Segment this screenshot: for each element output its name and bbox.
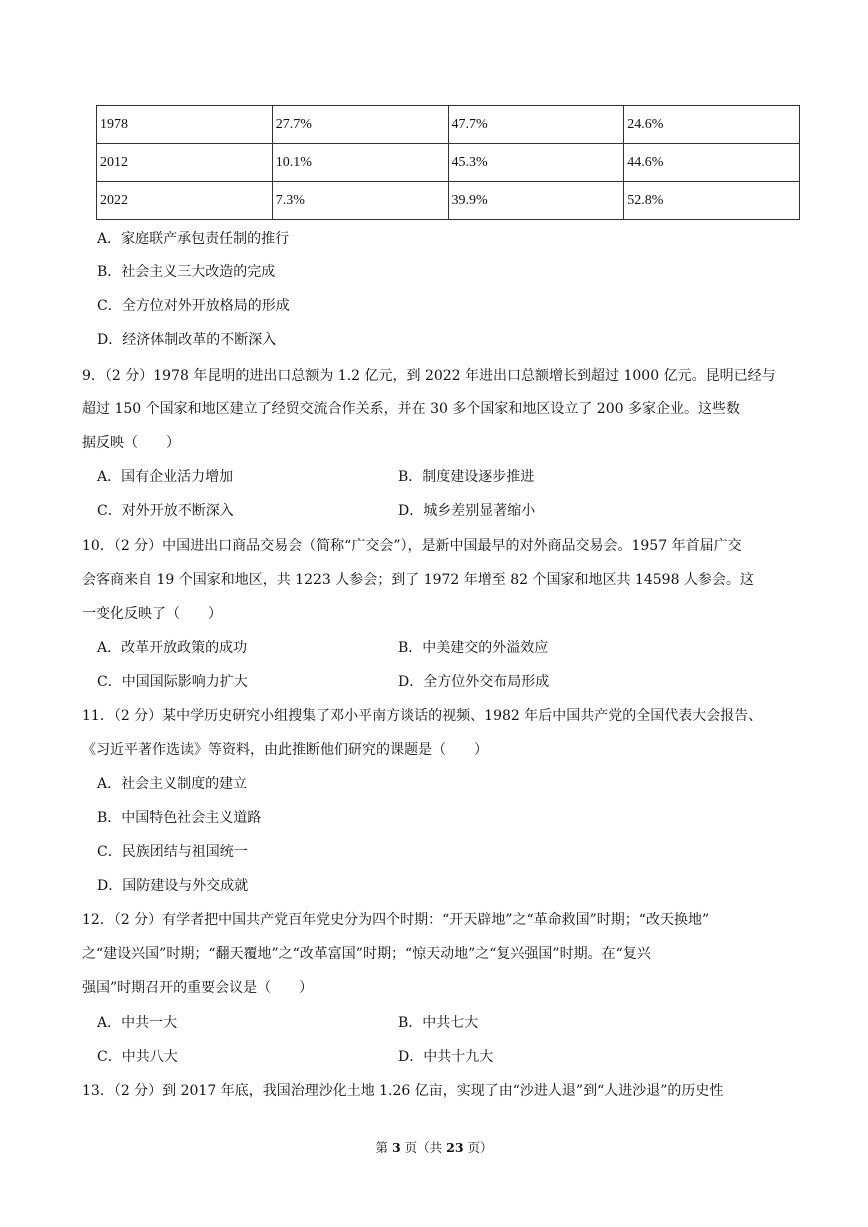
q11-option-c[interactable]: C．民族团结与祖国统一 <box>97 844 248 860</box>
q12-stem-line-1: 12．（2 分）有学者把中国共产党百年党史分为四个时期：“开天辟地”之“革命救国”时期；“改天换地” <box>82 912 710 928</box>
q9-option-a[interactable]: A．国有企业活力增加 <box>97 469 234 485</box>
q12-option-a[interactable]: A．中共一大 <box>97 1015 178 1031</box>
q11-option-a[interactable]: A．社会主义制度的建立 <box>97 776 248 792</box>
page-footer <box>0 1138 868 1156</box>
q9-stem-line-1: 9．（2 分）1978 年昆明的进出口总额为 1.2 亿元，到 2022 年进出口总额增长到超过 1000 亿元。昆明已经与 <box>82 368 776 384</box>
industry-share-table <box>96 105 800 220</box>
q10-stem-line-1: 10．（2 分）中国进出口商品交易会（简称“广交会”），是新中国最早的对外商品交易会。1957 年首届广交 <box>82 538 742 554</box>
q10-stem-line-2: 会客商来自 19 个国家和地区，共 1223 人参会；到了 1972 年增至 82 个国家和地区共 14598 人参会。这 <box>82 572 754 588</box>
q10-option-a[interactable]: A．改革开放政策的成功 <box>97 640 248 656</box>
table-cell-year: 2022 <box>97 182 273 220</box>
table-row <box>97 182 800 220</box>
q8-option-b[interactable]: B．社会主义三大改造的完成 <box>97 264 276 280</box>
table-cell-year: 1978 <box>97 106 273 144</box>
q8-option-d[interactable]: D．经济体制改革的不断深入 <box>97 332 277 348</box>
q9-option-d[interactable]: D．城乡差别显著缩小 <box>398 503 536 519</box>
q9-option-b[interactable]: B．制度建设逐步推进 <box>398 469 535 485</box>
table-cell-share: 27.7% <box>272 106 448 144</box>
q13-stem-line-1: 13．（2 分）到 2017 年底，我国治理沙化土地 1.26 亿亩，实现了由“沙进人退”到“人进沙退”的历史性 <box>82 1083 724 1099</box>
footer-prefix: 第 <box>375 1140 392 1155</box>
table-cell-share: 52.8% <box>624 182 800 220</box>
table-cell-year: 2012 <box>97 144 273 182</box>
q8-option-a[interactable]: A．家庭联产承包责任制的推行 <box>97 231 290 247</box>
footer-middle: 页（共 <box>400 1140 447 1155</box>
q10-stem-line-3: 一变化反映了（ ） <box>82 606 222 622</box>
table-cell-share: 39.9% <box>448 182 624 220</box>
q11-option-d[interactable]: D．国防建设与外交成就 <box>97 878 249 894</box>
footer-total-pages: 23 <box>446 1140 464 1155</box>
table-cell-share: 45.3% <box>448 144 624 182</box>
table-cell-share: 24.6% <box>624 106 800 144</box>
q12-stem-line-3: 强国”时期召开的重要会议是（ ） <box>82 980 314 996</box>
q11-stem-line-2: 《习近平著作选读》等资料，由此推断他们研究的课题是（ ） <box>82 742 488 758</box>
q11-option-b[interactable]: B．中国特色社会主义道路 <box>97 810 262 826</box>
q12-option-b[interactable]: B．中共七大 <box>398 1015 479 1031</box>
footer-suffix: 页） <box>463 1140 493 1155</box>
table-row <box>97 106 800 144</box>
q12-option-c[interactable]: C．中共八大 <box>97 1049 178 1065</box>
q11-stem-line-1: 11．（2 分）某中学历史研究小组搜集了邓小平南方谈话的视频、1982 年后中国共产党的全国代表大会报告、 <box>82 708 763 724</box>
q9-stem-line-2: 超过 150 个国家和地区建立了经贸交流合作关系，并在 30 多个国家和地区设立了 200 多家企业。这些数 <box>82 401 740 417</box>
q10-option-b[interactable]: B．中美建交的外溢效应 <box>398 640 549 656</box>
q10-option-d[interactable]: D．全方位外交布局形成 <box>398 674 550 690</box>
q12-stem-line-2: 之“建设兴国”时期；“翻天覆地”之“改革富国”时期；“惊天动地”之“复兴强国”时期。在“复兴 <box>82 946 651 962</box>
q8-option-c[interactable]: C．全方位对外开放格局的形成 <box>97 298 290 314</box>
table-cell-share: 7.3% <box>272 182 448 220</box>
q9-stem-line-3: 据反映（ ） <box>82 435 180 451</box>
table-row <box>97 144 800 182</box>
q10-option-c[interactable]: C．中国国际影响力扩大 <box>97 674 248 690</box>
q12-option-d[interactable]: D．中共十九大 <box>398 1049 494 1065</box>
q9-option-c[interactable]: C．对外开放不断深入 <box>97 503 234 519</box>
table-cell-share: 44.6% <box>624 144 800 182</box>
table-cell-share: 10.1% <box>272 144 448 182</box>
table-cell-share: 47.7% <box>448 106 624 144</box>
footer-page-number: 3 <box>391 1140 401 1155</box>
